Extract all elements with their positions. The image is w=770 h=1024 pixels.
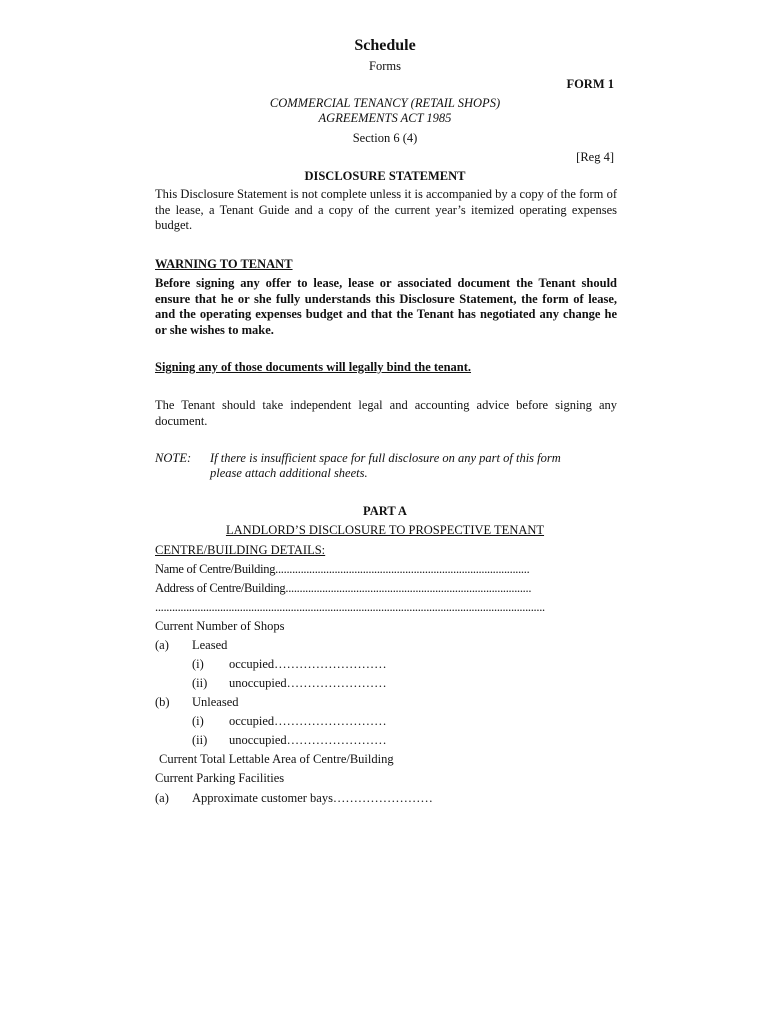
centre-address-continuation[interactable]: .......................................................................................................................................... (155, 600, 545, 614)
signing-warning: Signing any of those documents will legally bind the tenant. (155, 360, 472, 374)
leased-unoccupied-marker: (ii) (192, 676, 208, 690)
part-a-title: PART A (363, 504, 407, 518)
lettable-area-label: Current Total Lettable Area of Centre/Building (159, 752, 394, 766)
unleased-occupied-marker: (i) (192, 714, 204, 728)
shops-heading: Current Number of Shops (155, 619, 285, 633)
warning-paragraph: Before signing any offer to lease, lease or associated document the Tenant should ensure that he or she fully understands this Disclosure Statement, the form of lease, and the operating expenses budget and that the Tenant has negotiated any change he or she wishes to make. (155, 276, 617, 337)
unleased-unoccupied-marker: (ii) (192, 733, 208, 747)
disclosure-statement-title: DISCLOSURE STATEMENT (304, 169, 466, 183)
leased-occupied-field[interactable]: occupied……………………… (229, 657, 387, 671)
note-line1: If there is insufficient space for full disclosure on any part of this form (210, 451, 561, 465)
leased-unoccupied-field[interactable]: unoccupied…………………… (229, 676, 387, 690)
advice-paragraph: The Tenant should take independent legal and accounting advice before signing any document. (155, 398, 617, 428)
note-label: NOTE: (155, 451, 192, 465)
regulation-reference: [Reg 4] (576, 150, 614, 164)
act-title-line2: AGREEMENTS ACT 1985 (318, 111, 452, 125)
warning-heading: WARNING TO TENANT (155, 257, 293, 271)
parking-heading: Current Parking Facilities (155, 771, 285, 785)
unleased-unoccupied-field[interactable]: unoccupied…………………… (229, 733, 387, 747)
section-reference: Section 6 (4) (352, 131, 418, 145)
centre-name-field[interactable]: Name of Centre/Building.......................................................................................... (155, 562, 530, 576)
customer-bays-marker: (a) (155, 791, 169, 805)
centre-details-heading: CENTRE/BUILDING DETAILS: (155, 543, 326, 557)
leased-label: Leased (192, 638, 228, 652)
act-title-line1: COMMERCIAL TENANCY (RETAIL SHOPS) (269, 96, 501, 110)
unleased-marker: (b) (155, 695, 170, 709)
forms-subtitle: Forms (369, 59, 401, 73)
form-number: FORM 1 (566, 77, 614, 91)
leased-marker: (a) (155, 638, 169, 652)
schedule-title: Schedule (354, 37, 416, 54)
note-line2: please attach additional sheets. (210, 466, 368, 480)
intro-paragraph: This Disclosure Statement is not complete unless it is accompanied by a copy of the form of the lease, a Tenant Guide and a copy of the current year’s itemized operating expenses budget. (155, 187, 617, 232)
centre-address-field[interactable]: Address of Centre/Building....................................................................................... (155, 581, 532, 595)
unleased-occupied-field[interactable]: occupied……………………… (229, 714, 387, 728)
customer-bays-field[interactable]: Approximate customer bays…………………… (192, 791, 433, 805)
leased-occupied-marker: (i) (192, 657, 204, 671)
part-a-subtitle: LANDLORD’S DISCLOSURE TO PROSPECTIVE TENANT (225, 523, 545, 537)
unleased-label: Unleased (192, 695, 239, 709)
